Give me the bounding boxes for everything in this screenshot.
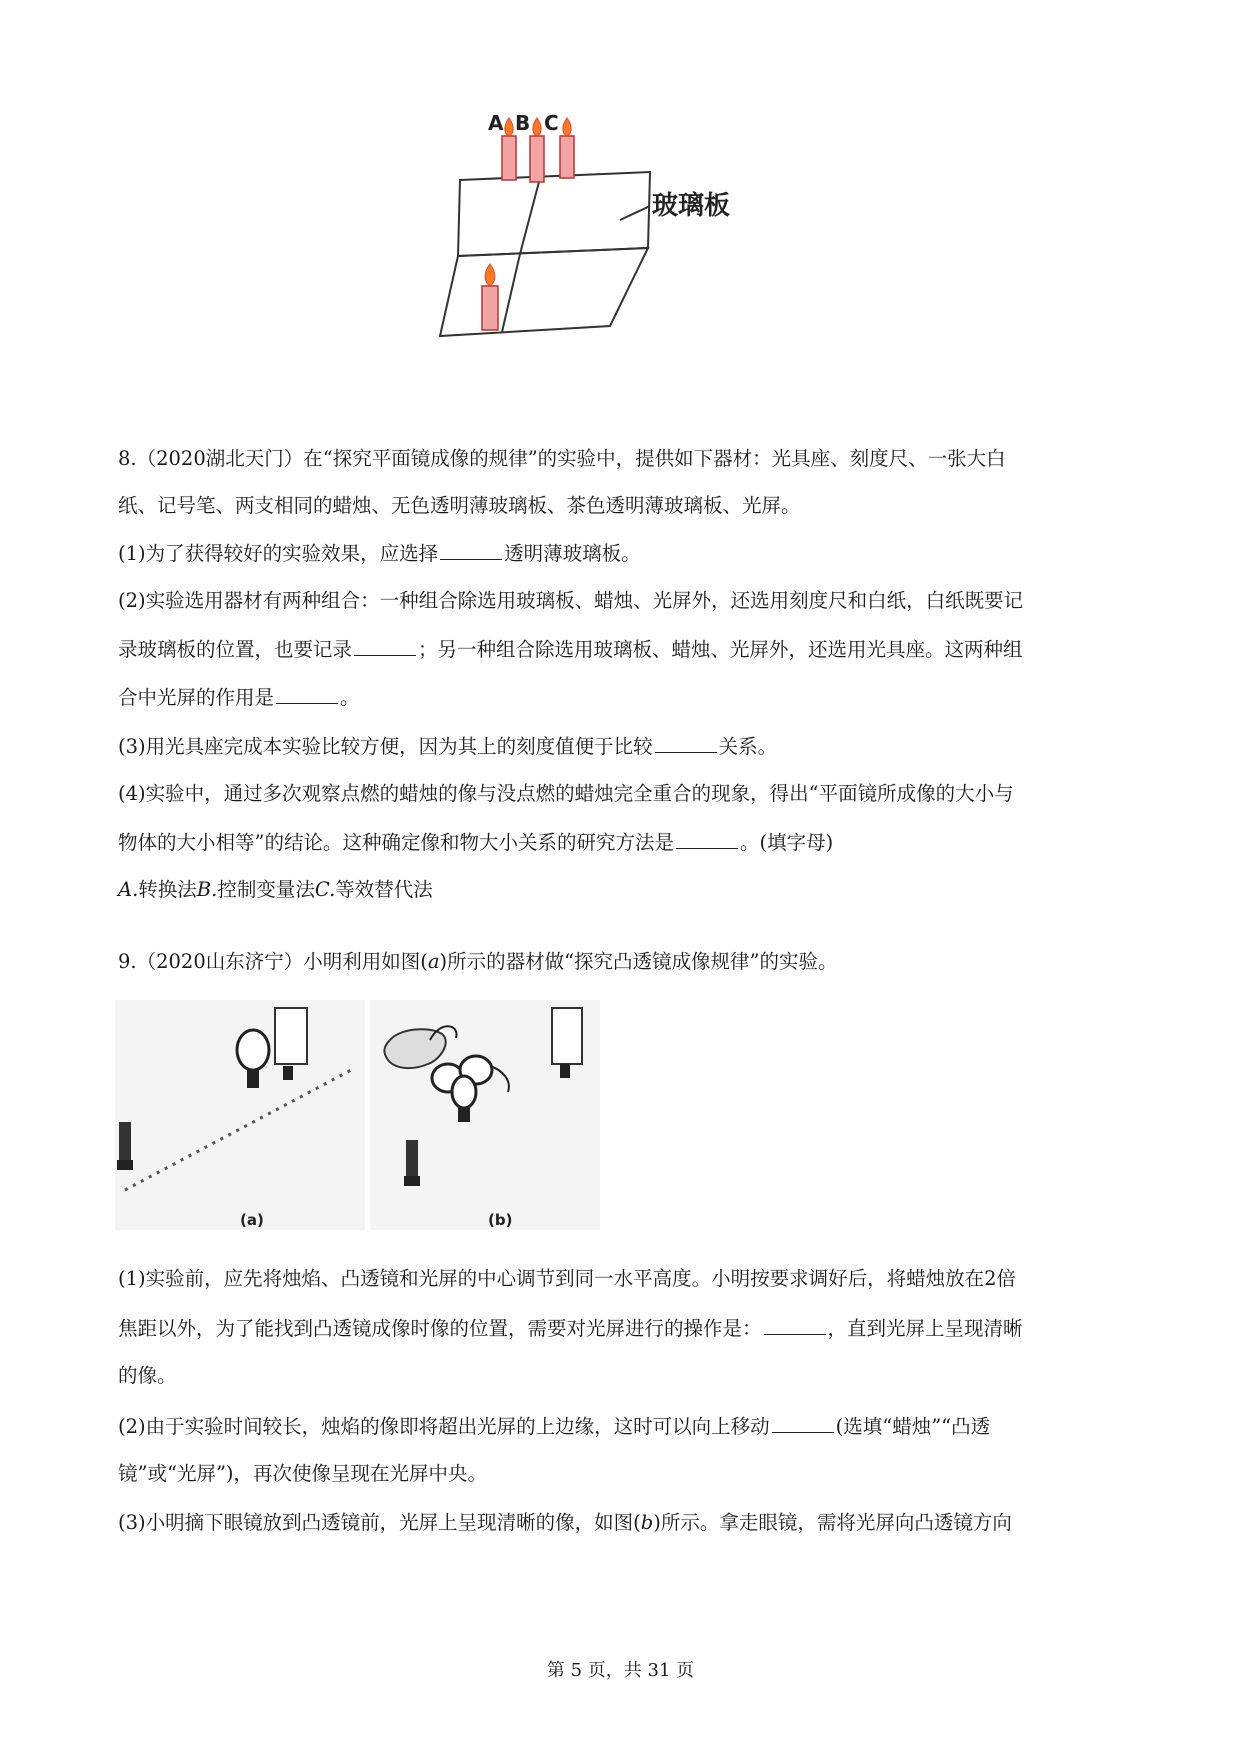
answer-blank: [354, 637, 416, 656]
candle: [406, 1140, 418, 1180]
white-paper: [440, 248, 648, 336]
label-a: A: [488, 111, 504, 135]
answer-blank: [676, 830, 738, 849]
lens-experiment-figure-b: [370, 1000, 600, 1230]
answer-blank: [655, 734, 717, 753]
option-a-text: 转换法: [138, 878, 197, 901]
q9-part2-line2: 镜”或“光屏”)，再次使像呈现在光屏中央。: [118, 1462, 488, 1485]
q8-part4-line2: 物体的大小相等”的结论。这种确定像和物大小关系的研究方法是 。(填字母): [118, 831, 834, 854]
q9-part1-line1: (1)实验前，应先将烛焰、凸透镜和光屏的中心调节到同一水平高度。小明按要求调好后，将蜡烛放在2倍: [118, 1267, 1017, 1290]
convex-lens: [452, 1076, 476, 1108]
answer-blank: [440, 541, 502, 560]
option-c-letter: C.: [314, 878, 336, 901]
q8-part3: (3)用光具座完成本实验比较方便，因为其上的刻度值便于比较 关系。: [118, 735, 778, 758]
glass-board-label: 玻璃板: [652, 191, 731, 221]
label-c: C: [544, 111, 559, 135]
mirror-experiment-figure: [440, 108, 731, 368]
q9-part2-line1: (2)由于实验时间较长，烛焰的像即将超出光屏的上边缘，这时可以向上移动 (选填“蜡烛”“凸透: [118, 1415, 991, 1438]
option-b-letter: B.: [196, 878, 218, 901]
candle-front: [482, 264, 498, 330]
q8-stem-line1: 8.（2020湖北天门）在“探究平面镜成像的规律”的实验中，提供如下器材：光具座、刻度尺、一张大白: [118, 447, 1006, 470]
figure-a-caption: (a): [240, 1211, 264, 1229]
option-c-text: 等效替代法: [335, 878, 433, 901]
answer-blank: [276, 685, 338, 704]
candle-c: [560, 118, 574, 178]
answer-blank: [764, 1316, 826, 1335]
q9-part1-line2: 焦距以外，为了能找到凸透镜成像时像的位置，需要对光屏进行的操作是： ，直到光屏上呈现清晰: [118, 1317, 1023, 1340]
light-screen: [552, 1008, 582, 1064]
q8-part1: (1)为了获得较好的实验效果，应选择 透明薄玻璃板。: [118, 542, 641, 565]
light-screen: [275, 1008, 307, 1064]
page-footer: 第 5 页，共 31 页: [546, 1660, 695, 1681]
figure-b-caption: (b): [488, 1211, 513, 1229]
option-a-letter: A.: [118, 878, 139, 901]
q8-options: [118, 878, 433, 902]
candle-b: [530, 118, 544, 182]
q8-part4-line1: (4)实验中，通过多次观察点燃的蜡烛的像与没点燃的蜡烛完全重合的现象，得出“平面镜所成像的大小与: [118, 782, 1014, 805]
glass-board: [458, 172, 650, 256]
convex-lens: [237, 1030, 269, 1070]
label-b: B: [515, 111, 531, 135]
candle: [119, 1122, 131, 1162]
q9-stem: 9.（2020山东济宁）小明利用如图(a)所示的器材做“探究凸透镜成像规律”的实验。: [118, 950, 838, 973]
option-b-text: 控制变量法: [217, 878, 315, 901]
answer-blank: [772, 1414, 834, 1433]
q8-part2-line2: 录玻璃板的位置，也要记录 ；另一种组合除选用玻璃板、蜡烛、光屏外，还选用光具座。这两种组: [118, 638, 1023, 661]
q9-part1-line3: 的像。: [118, 1364, 177, 1387]
candle-a: [502, 118, 516, 180]
q9-part3: (3)小明摘下眼镜放到凸透镜前，光屏上呈现清晰的像，如图(b)所示。拿走眼镜，需将光屏向凸透镜方向: [118, 1511, 1012, 1534]
q8-part2-line3: 合中光屏的作用是 。: [118, 686, 360, 709]
lens-experiment-figure-a: [115, 1000, 365, 1230]
q8-part2-line1: (2)实验选用器材有两种组合：一种组合除选用玻璃板、蜡烛、光屏外，还选用刻度尺和白纸，白纸既要记: [118, 589, 1024, 612]
q8-stem-line2: 纸、记号笔、两支相同的蜡烛、无色透明薄玻璃板、茶色透明薄玻璃板、光屏。: [118, 494, 801, 517]
